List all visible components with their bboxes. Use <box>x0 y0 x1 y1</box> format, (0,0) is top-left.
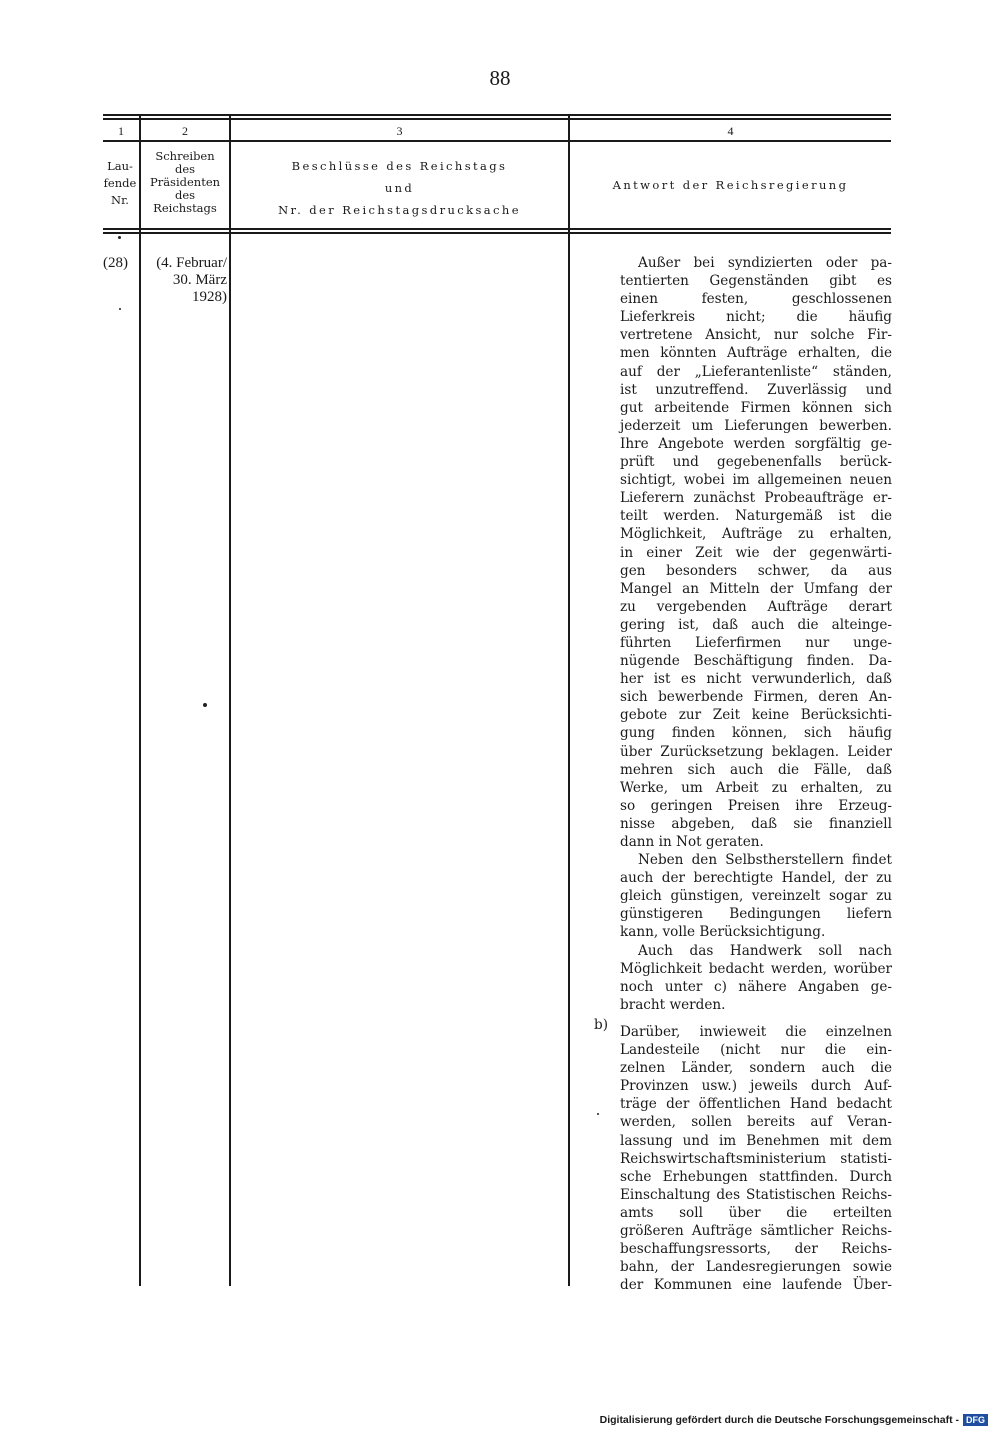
column-2-header-line: Präsidenten <box>149 175 221 189</box>
column-3-header-line: Beschlüsse des Reichstags <box>291 159 508 173</box>
text-line: Auch das Handwerk soll nach <box>638 942 892 959</box>
text-line: teilt werden. Naturgemäß ist die <box>620 508 892 525</box>
text-line: vertretene Ansicht, nur solche Fir- <box>620 327 892 344</box>
text-line: auch der berechtigte Handel, der zu <box>620 870 892 887</box>
entry-date-line: (4. Februar/ <box>156 255 227 271</box>
text-line: bahn, der Landesregierungen sowie <box>620 1259 892 1276</box>
digitization-footer <box>600 1414 988 1426</box>
text-line: sichtigt, wobei im allgemeinen neuen <box>620 472 892 489</box>
entry-number: (28) <box>103 255 128 271</box>
column-2-header-line: Schreiben <box>155 149 215 163</box>
text-line: über Zurücksetzung beklagen. Leider <box>620 743 892 760</box>
text-line: dann in Not geraten. <box>620 834 764 850</box>
column-number-2: 2 <box>182 124 188 138</box>
text-line: Ihre Angebote werden sorgfältig ge- <box>620 435 892 452</box>
text-line: gering ist, daß auch die alteinge- <box>620 616 892 633</box>
column-4-header-line: Antwort der Reichsregierung <box>612 178 849 192</box>
text-line: Möglichkeit bedacht werden, worüber <box>620 960 892 977</box>
top-double-rule-2 <box>103 118 891 120</box>
text-line: men könnten Aufträge erhalten, die <box>620 345 892 362</box>
text-line: gung finden können, sich häufig <box>620 725 892 742</box>
scan-speck <box>118 236 121 239</box>
text-line: Landesteile (nicht nur die ein- <box>620 1042 892 1059</box>
column-1-header-line: Nr. <box>111 193 129 207</box>
entry-dates <box>143 255 227 306</box>
government-answer-text <box>620 254 892 1294</box>
top-double-rule-1 <box>103 114 891 116</box>
text-line: noch unter c) nähere Angaben ge- <box>620 978 892 995</box>
column-divider-2 <box>229 116 231 1286</box>
column-3-header <box>231 155 568 221</box>
text-line: Einschaltung des Statistischen Reichs- <box>620 1186 892 1203</box>
text-line: Neben den Selbstherstellern findet <box>638 852 892 869</box>
page-number: 88 <box>489 66 511 90</box>
text-line: jederzeit um Lieferungen bewerben. <box>620 417 892 434</box>
text-line: Reichswirtschaftsministerium statisti- <box>620 1150 892 1167</box>
column-1-header-line: Lau- <box>107 159 133 173</box>
column-number-4: 4 <box>727 124 734 138</box>
dfg-logo: DFG <box>963 1414 988 1426</box>
text-line: Außer bei syndizierten oder pa- <box>638 255 892 271</box>
header-bottom-rule-1 <box>103 228 891 230</box>
entry-date-line: 1928) <box>192 289 227 305</box>
column-number-3: 3 <box>396 124 403 138</box>
column-2-header <box>141 150 229 215</box>
text-line: kann, volle Berücksichtigung. <box>620 924 826 941</box>
text-line: amts soll über die erteilten <box>620 1204 892 1221</box>
column-divider-1 <box>139 116 141 1286</box>
text-line: der Kommunen eine laufende Über- <box>620 1277 892 1294</box>
text-line: werden, sollen bereits auf Veran- <box>620 1114 892 1131</box>
column-number-rule <box>103 140 891 142</box>
text-line: her ist es nicht verwunderlich, daß <box>620 671 892 688</box>
text-line: sich bewerbende Firmen, deren An- <box>620 689 892 706</box>
footer-text: Digitalisierung gefördert durch die Deutsche Forschungsgemeinschaft - <box>599 1414 959 1426</box>
text-line: tentierten Gegenständen gibt es <box>620 273 892 290</box>
entry-date-line: 30. März <box>172 272 227 288</box>
text-line: gen besonders schwer, da aus <box>620 562 892 579</box>
text-line: mehren sich auch die Fälle, daß <box>620 761 892 778</box>
column-1-header <box>99 158 141 209</box>
text-line: träge der öffentlichen Hand bedacht <box>620 1096 892 1113</box>
text-line: so geringen Preisen ihre Erzeug- <box>620 797 892 814</box>
text-line: nisse abgeben, daß sie finanziell <box>620 815 892 832</box>
text-line: günstigeren Bedingungen liefern <box>620 906 892 923</box>
scan-speck <box>597 1113 599 1115</box>
text-line: Mangel an Mitteln der Umfang der <box>620 580 892 597</box>
text-line: lassung und im Benehmen mit dem <box>620 1132 892 1149</box>
text-line: prüft und gegebenenfalls berück- <box>620 454 892 471</box>
text-line: Darüber, inwieweit die einzelnen <box>620 1023 892 1040</box>
text-line: zelnen Länder, sondern auch die <box>620 1060 892 1077</box>
text-line: zu vergebenden Aufträge derart <box>620 598 892 615</box>
header-bottom-rule-2 <box>103 232 891 234</box>
text-line: Möglichkeit, Aufträge zu erhalten, <box>620 526 892 543</box>
column-divider-3 <box>568 116 570 1286</box>
scan-speck <box>203 703 207 707</box>
column-number-1: 1 <box>118 124 124 138</box>
column-2-header-line: Reichstags <box>153 201 217 215</box>
text-line: sche Erhebungen stattfinden. Durch <box>620 1168 892 1185</box>
text-line: bracht werden. <box>620 996 726 1013</box>
column-2-header-line: des <box>174 162 196 176</box>
text-line: Werke, um Arbeit zu erhalten, zu <box>620 779 892 796</box>
text-line: einen festen, geschlossenen <box>620 291 892 308</box>
column-4-header <box>570 179 891 192</box>
text-line: nügende Beschäftigung finden. Da- <box>620 653 892 670</box>
text-line: Lieferkreis nicht; die häufig <box>620 309 892 326</box>
column-1-header-line: fende <box>103 176 137 190</box>
text-line: Provinzen usw.) jeweils durch Auf- <box>620 1078 892 1095</box>
column-2-header-line: des <box>174 188 196 202</box>
text-line: Lieferern zunächst Probeaufträge er- <box>620 490 892 507</box>
text-line: in einer Zeit wie der gegenwärti- <box>620 544 892 561</box>
text-line: führten Lieferfirmen nur unge- <box>620 634 892 651</box>
column-3-header-line: Nr. der Reichstagsdrucksache <box>278 203 521 217</box>
text-line: gebote zur Zeit keine Berücksichti- <box>620 707 892 724</box>
column-3-header-line: und <box>384 181 415 195</box>
scan-speck <box>119 308 121 310</box>
text-line: beschaffungsressorts, der Reichs- <box>620 1241 892 1258</box>
text-line: größeren Aufträge sämtlicher Reichs- <box>620 1222 892 1239</box>
text-line: gleich günstigen, vereinzelt sogar zu <box>620 888 892 905</box>
text-line: ist unzutreffend. Zuverlässig und <box>620 381 892 398</box>
text-line: gut arbeitende Firmen können sich <box>620 399 892 416</box>
paragraph-b-marker: b) <box>594 1017 609 1033</box>
text-line: auf der „Lieferantenliste“ ständen, <box>620 363 892 380</box>
